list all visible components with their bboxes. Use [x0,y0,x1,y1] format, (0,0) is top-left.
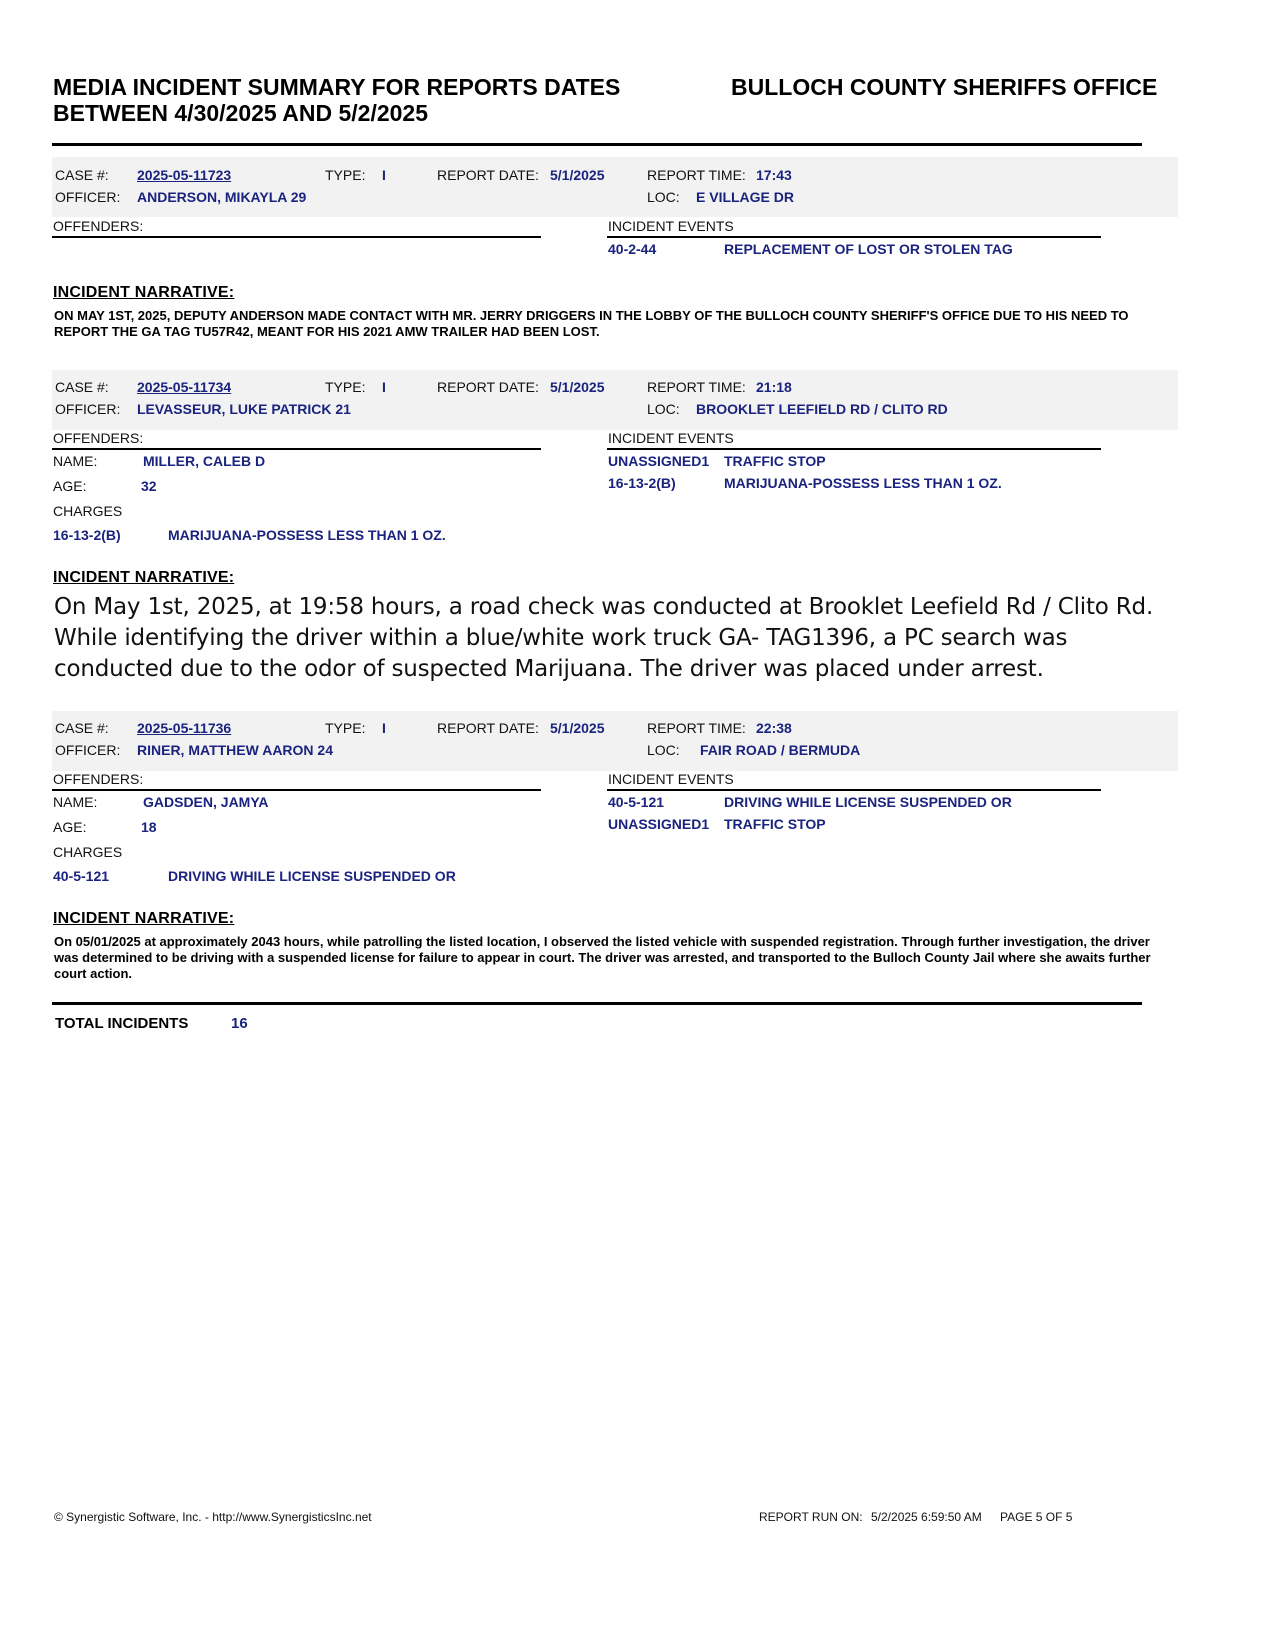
case-label: CASE #: [55,720,109,736]
event-desc: MARIJUANA-POSSESS LESS THAN 1 OZ. [724,475,1002,491]
footer-page-number: PAGE 5 OF 5 [1000,1510,1073,1524]
charge-desc: DRIVING WHILE LICENSE SUSPENDED OR [168,868,456,884]
report-date-value: 5/1/2025 [550,379,605,395]
offender-age: 18 [141,819,157,835]
type-value: I [382,167,386,183]
age-label: AGE: [53,478,87,494]
narrative-heading: INCIDENT NARRATIVE: [53,284,235,301]
type-value: I [382,379,386,395]
offenders-underline [52,789,541,791]
report-time-value: 21:18 [756,379,792,395]
event-code: 16-13-2(B) [608,475,676,491]
report-date-label: REPORT DATE: [437,167,539,183]
report-date-label: REPORT DATE: [437,379,539,395]
agency-name: BULLOCH COUNTY SHERIFFS OFFICE [731,74,1158,100]
report-title-line1: MEDIA INCIDENT SUMMARY FOR REPORTS DATES [53,74,621,100]
report-title [53,74,620,126]
officer-value: RINER, MATTHEW AARON 24 [137,742,333,758]
header-divider [52,143,1142,146]
events-underline [607,236,1101,238]
charge-code: 16-13-2(B) [53,527,121,543]
total-incidents-value: 16 [231,1015,248,1032]
name-label: NAME: [53,453,98,469]
report-time-label: REPORT TIME: [647,379,746,395]
report-date-value: 5/1/2025 [550,167,605,183]
event-desc: TRAFFIC STOP [724,816,826,832]
offenders-label: OFFENDERS: [53,218,144,234]
charge-desc: MARIJUANA-POSSESS LESS THAN 1 OZ. [168,527,446,543]
loc-value: FAIR ROAD / BERMUDA [700,742,861,758]
report-time-label: REPORT TIME: [647,720,746,736]
charges-label: CHARGES [53,503,123,519]
offenders-label: OFFENDERS: [53,771,144,787]
report-date-value: 5/1/2025 [550,720,605,736]
case-number-link[interactable]: 2025-05-11723 [137,167,232,183]
loc-label: LOC: [647,742,680,758]
age-label: AGE: [53,819,87,835]
event-code: UNASSIGNED1 [608,453,710,469]
event-code: 40-2-44 [608,241,657,257]
type-label: TYPE: [325,167,366,183]
officer-label: OFFICER: [55,189,121,205]
report-time-value: 17:43 [756,167,792,183]
officer-label: OFFICER: [55,742,121,758]
narrative-heading: INCIDENT NARRATIVE: [53,910,235,927]
report-title-line2: BETWEEN 4/30/2025 AND 5/2/2025 [53,100,428,126]
type-label: TYPE: [325,379,366,395]
events-underline [607,789,1101,791]
officer-label: OFFICER: [55,401,121,417]
officer-value: ANDERSON, MIKAYLA 29 [137,189,307,205]
case-number-link[interactable]: 2025-05-11736 [137,720,232,736]
incident-1-header-band [52,157,1178,217]
incident-events-label: INCIDENT EVENTS [608,430,734,446]
event-desc: TRAFFIC STOP [724,453,826,469]
offenders-label: OFFENDERS: [53,430,144,446]
loc-value: E VILLAGE DR [696,189,795,205]
narrative-text: On 05/01/2025 at approximately 2043 hours, while patrolling the listed location, I observed the listed vehicle with suspended registration. Through further investigation, the driver was determined to be driving with a suspended license for failure to appear in court. The driver was arrested, and transported to the Bulloch County Jail where she awaits further court action. [54,934,1151,981]
charges-label: CHARGES [53,844,123,860]
events-underline [607,448,1101,450]
officer-value: LEVASSEUR, LUKE PATRICK 21 [137,401,351,417]
report-time-value: 22:38 [756,720,792,736]
offenders-underline [52,448,541,450]
narrative-text: On May 1st, 2025, at 19:58 hours, a road check was conducted at Brooklet Leefield Rd / Clito Rd. While identifying the driver within a blue/white work truck GA- TAG1396, a PC search was conducted due to the odor of suspected Marijuana. The driver was placed under arrest. [54,594,1154,682]
charge-code: 40-5-121 [53,868,110,884]
incident-events-label: INCIDENT EVENTS [608,771,734,787]
narrative-heading: INCIDENT NARRATIVE: [53,569,235,586]
loc-label: LOC: [647,401,680,417]
loc-value: BROOKLET LEEFIELD RD / CLITO RD [696,401,948,417]
loc-label: LOC: [647,189,680,205]
event-code: UNASSIGNED1 [608,816,710,832]
event-code: 40-5-121 [608,794,665,810]
totals-divider [52,1002,1142,1005]
incident-events-label: INCIDENT EVENTS [608,218,734,234]
offender-name: GADSDEN, JAMYA [143,794,269,810]
name-label: NAME: [53,794,98,810]
offenders-underline [52,236,541,238]
report-time-label: REPORT TIME: [647,167,746,183]
narrative-text: ON MAY 1ST, 2025, DEPUTY ANDERSON MADE CONTACT WITH MR. JERRY DRIGGERS IN THE LOBBY OF THE BULLOCH COUNTY SHERIFF'S OFFICE DUE TO HIS NEED TO REPORT THE GA TAG TU57R42, MEANT FOR HIS 2021 AMW TRAILER HAD BEEN LOST. [54,308,1129,339]
case-label: CASE #: [55,379,109,395]
offender-age: 32 [141,478,157,494]
footer-run-on-value: 5/2/2025 6:59:50 AM [871,1510,982,1524]
case-number-link[interactable]: 2025-05-11734 [137,379,232,395]
offender-name: MILLER, CALEB D [143,453,266,469]
report-date-label: REPORT DATE: [437,720,539,736]
event-desc: REPLACEMENT OF LOST OR STOLEN TAG [724,241,1013,257]
event-desc: DRIVING WHILE LICENSE SUSPENDED OR [724,794,1012,810]
footer-run-on-label: REPORT RUN ON: [759,1510,863,1524]
footer-copyright: © Synergistic Software, Inc. - http://www.SynergisticsInc.net [54,1510,372,1524]
type-label: TYPE: [325,720,366,736]
type-value: I [382,720,386,736]
case-label: CASE #: [55,167,109,183]
total-incidents-label: TOTAL INCIDENTS [55,1015,189,1032]
